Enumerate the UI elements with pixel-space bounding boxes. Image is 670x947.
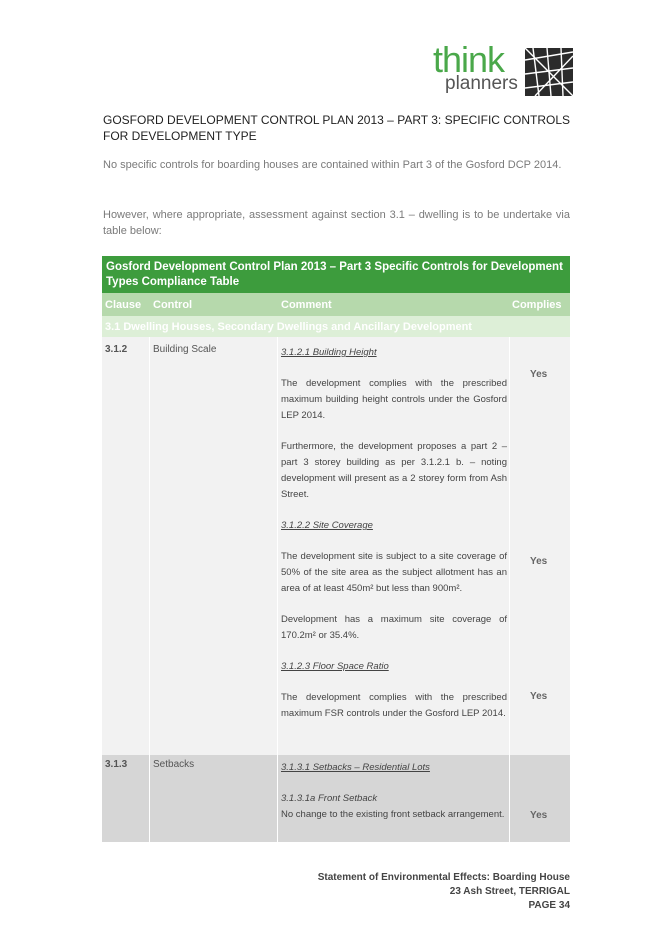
comment-text: Development has a maximum site coverage of 170.2m² or 35.4%. <box>281 614 507 641</box>
column-header-clause: Clause <box>105 299 142 311</box>
subheading-setbacks: 3.1.3.1 Setbacks – Residential Lots <box>281 762 430 773</box>
table-row <box>102 755 570 842</box>
section-title: 3.1 Dwelling Houses, Secondary Dwellings and Ancillary Development <box>105 321 472 333</box>
footer-page-number: PAGE 34 <box>528 900 570 911</box>
comment-text: The development complies with the prescribed maximum building height controls under the Gosford LEP 2014. <box>281 378 507 421</box>
complies-value: Yes <box>530 691 548 702</box>
footer-address: 23 Ash Street, TERRIGAL <box>449 886 570 897</box>
row-control: Setbacks <box>153 759 195 770</box>
comment-text: The development site is subject to a site coverage of 50% of the site area as the subject allotment has an area of at least 450m² but less than 900m². <box>281 551 507 594</box>
column-header-comment: Comment <box>281 299 332 311</box>
comment-text: No change to the existing front setback arrangement. <box>281 809 505 820</box>
table-column-headers <box>102 293 570 316</box>
table-title: Gosford Development Control Plan 2013 – Part 3 Specific Controls for Development Types Compliance Table <box>102 256 570 293</box>
table-row <box>102 337 570 755</box>
row-clause: 3.1.3 <box>105 759 128 770</box>
city-grid-icon <box>525 48 573 96</box>
column-header-control: Control <box>153 299 193 311</box>
think-planners-logo <box>433 39 573 98</box>
comment-text: Furthermore, the development proposes a part 2 – part 3 storey building as per 3.1.2.1 b. – noting development will present as a 2 storey form from Ash Street. <box>281 441 507 500</box>
comment-text: The development complies with the prescribed maximum FSR controls under the Gosford LEP 2014. <box>281 692 507 719</box>
compliance-table <box>102 256 570 842</box>
page-footer <box>318 871 570 913</box>
row-clause: 3.1.2 <box>105 344 128 355</box>
row-control: Building Scale <box>153 344 217 355</box>
subheading-floor-space-ratio: 3.1.2.3 Floor Space Ratio <box>281 661 389 672</box>
table-section-row <box>102 316 570 337</box>
subheading-site-coverage: 3.1.2.2 Site Coverage <box>281 520 373 531</box>
subheading-building-height: 3.1.2.1 Building Height <box>281 347 377 358</box>
complies-value: Yes <box>530 369 548 380</box>
intro-paragraph: No specific controls for boarding houses are contained within Part 3 of the Gosford DCP 2014. <box>103 159 562 171</box>
footer-document-title: Statement of Environmental Effects: Boarding House <box>317 872 570 883</box>
assessment-paragraph: However, where appropriate, assessment against section 3.1 – dwelling is to be undertake via table below: <box>103 209 570 237</box>
column-header-complies: Complies <box>512 299 562 311</box>
complies-value: Yes <box>530 556 548 567</box>
logo-word-planners: planners <box>445 73 518 94</box>
section-heading: GOSFORD DEVELOPMENT CONTROL PLAN 2013 – PART 3: SPECIFIC CONTROLS FOR DEVELOPMENT TYPE <box>103 113 570 143</box>
logo-word-think: think <box>433 39 505 80</box>
complies-value: Yes <box>530 810 548 821</box>
subheading-front-setback: 3.1.3.1a Front Setback <box>281 793 378 804</box>
